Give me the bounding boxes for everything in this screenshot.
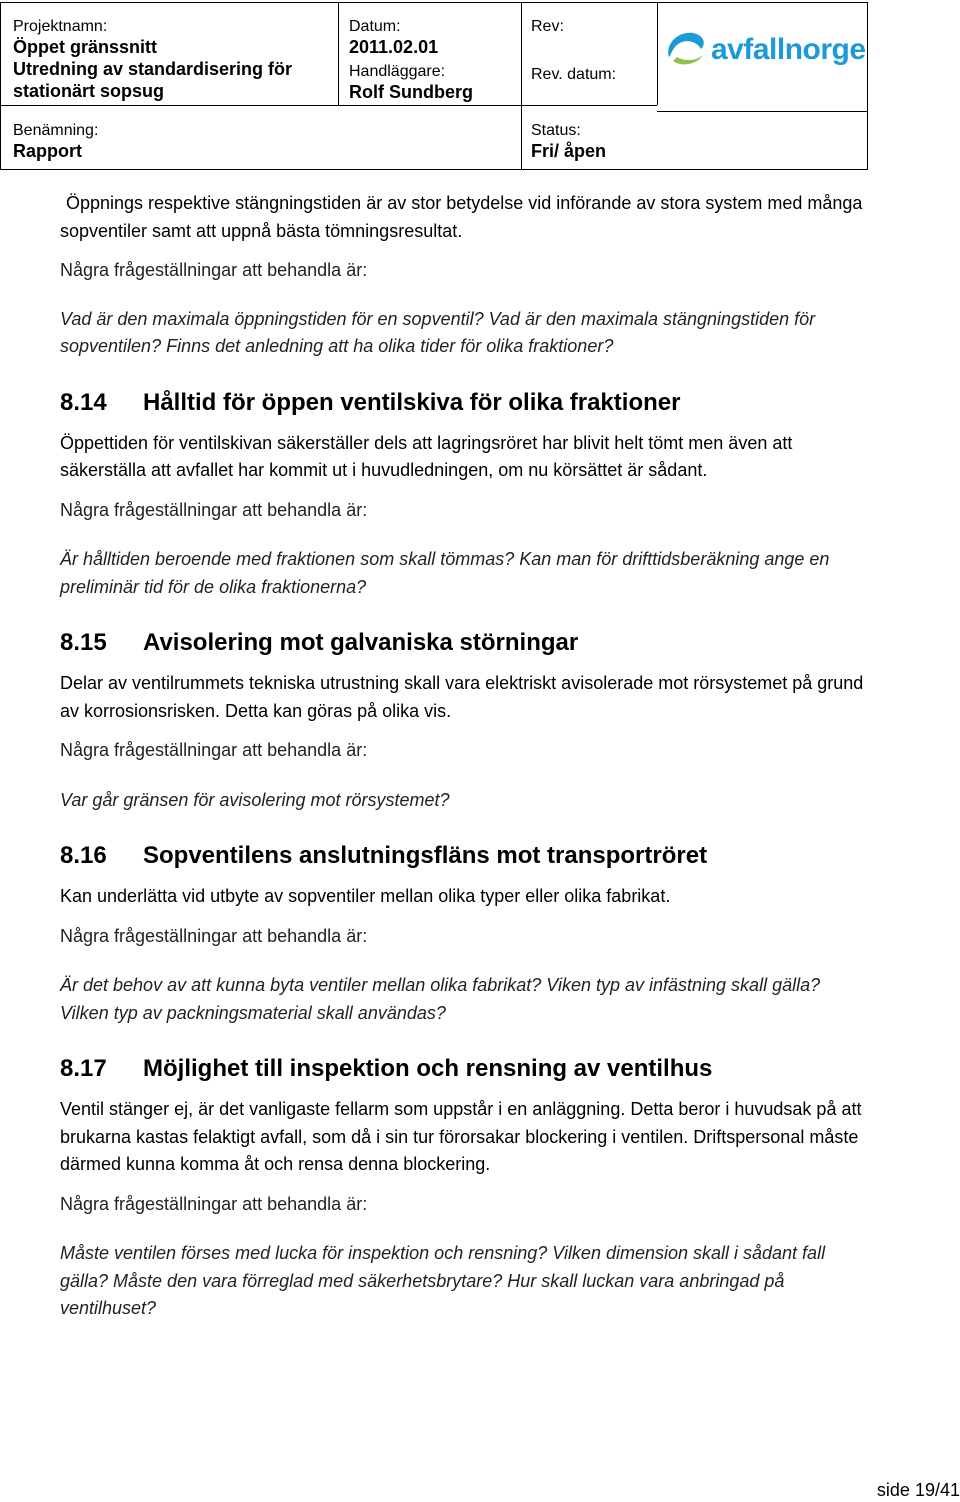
rev-date-label: Rev. datum:	[531, 66, 617, 83]
section-paragraph: Delar av ventilrummets tekniska utrustning skall vara elektriskt avisolerade mot rörsystemet på grund av korrosionsrisken. Detta kan göras på olika vis.	[60, 673, 864, 721]
project-label: Projektnamn:	[13, 18, 108, 35]
section-paragraph: Kan underlätta vid utbyte av sopventiler mellan olika typer eller olika fabrikat.	[60, 886, 671, 906]
header-divider	[1, 105, 657, 106]
section-title: Möjlighet till inspektion och rensning av ventilhus	[143, 1055, 713, 1082]
header-divider	[338, 3, 339, 105]
logo-text: avfallnorge	[711, 33, 866, 66]
project-name: Utredning av standardisering för	[13, 59, 293, 79]
section	[60, 628, 870, 814]
header-divider	[657, 111, 867, 112]
section-number: 8.14	[60, 388, 107, 416]
section	[60, 388, 870, 602]
status-label: Status:	[531, 122, 581, 139]
section-title: Sopventilens anslutningsfläns mot transportröret	[143, 842, 708, 869]
header-divider	[657, 3, 658, 105]
questions-text: Måste ventilen förses med lucka för inspektion och rensning? Vilken dimension skall i sådant fall gälla? Måste den vara förreglad med säkerhetsbrytare? Hur skall luckan vara anbringad på ventilhuset?	[60, 1243, 826, 1318]
section-heading	[60, 841, 870, 871]
date-value: 2011.02.01	[349, 37, 439, 57]
questions-label: Några frågeställningar att behandla är:	[60, 925, 368, 946]
questions-text: Var går gränsen för avisolering mot rörsystemet?	[60, 789, 450, 810]
questions-label: Några frågeställningar att behandla är:	[60, 1193, 368, 1214]
section	[60, 1054, 870, 1323]
section-number: 8.17	[60, 1055, 107, 1082]
questions-text: Är det behov av att kunna byta ventiler mellan olika fabrikat? Viken typ av infästning skall gälla? Vilken typ av packningsmaterial skall användas?	[60, 975, 821, 1023]
handler-label: Handläggare:	[349, 63, 446, 80]
status-value: Fri/ åpen	[531, 141, 607, 161]
logo-swirl-icon	[663, 27, 709, 71]
date-label: Datum:	[349, 18, 401, 35]
designation-value: Rapport	[13, 141, 82, 161]
questions-label: Några frågeställningar att behandla är:	[60, 499, 368, 520]
questions-label: Några frågeställningar att behandla är:	[60, 740, 368, 760]
page-number: side 19/41	[876, 1480, 960, 1500]
document-header	[0, 2, 868, 170]
questions-label: Några frågeställningar att behandla är:	[60, 260, 368, 280]
handler-value: Rolf Sundberg	[349, 82, 473, 102]
rev-label: Rev:	[531, 18, 564, 35]
header-divider	[521, 3, 522, 169]
intro-paragraph: Öppnings respektive stängningstiden är av stor betydelse vid införande av stora system med många sopventiler samt att uppnå bästa tömningsresultat.	[60, 193, 863, 241]
section-title: Avisolering mot galvaniska störningar	[143, 629, 579, 656]
avfallnorge-logo	[663, 27, 866, 77]
section-heading	[60, 1054, 870, 1084]
questions-text: Är hålltiden beroende med fraktionen som skall tömmas? Kan man för drifttidsberäkning ange en preliminär tid för de olika fraktionerna?	[60, 549, 830, 597]
project-name: stationärt sopsug	[13, 81, 165, 101]
section-paragraph: Öppettiden för ventilskivan säkerställer dels att lagringsröret har blivit helt tömt men även att säkerställa att avfallet har kommit ut i huvudledningen, om nu körsättet är sådant.	[60, 432, 793, 480]
section-heading	[60, 388, 870, 418]
project-name: Öppet gränssnitt	[13, 37, 158, 57]
questions-text: Vad är den maximala öppningstiden för en sopventil? Vad är den maximala stängningstiden för sopventilen? Finns det anledning att ha olika tider för olika fraktioner?	[60, 308, 816, 356]
section	[60, 841, 870, 1027]
section-paragraph: Ventil stänger ej, är det vanligaste fellarm som uppstår i en anläggning. Detta beror i huvudsak på att brukarna kastas felaktigt avfall, som då i sin tur förorsakar blockering i ventilen. Driftspersonal måste därmed kunna komma åt och rensa denna blockering.	[60, 1099, 862, 1174]
designation-label: Benämning:	[13, 122, 99, 139]
section-number: 8.15	[60, 629, 107, 656]
section-number: 8.16	[60, 842, 107, 869]
document-body	[60, 190, 870, 1323]
section-heading	[60, 628, 870, 658]
section-title: Hålltid för öppen ventilskiva för olika fraktioner	[143, 388, 681, 416]
